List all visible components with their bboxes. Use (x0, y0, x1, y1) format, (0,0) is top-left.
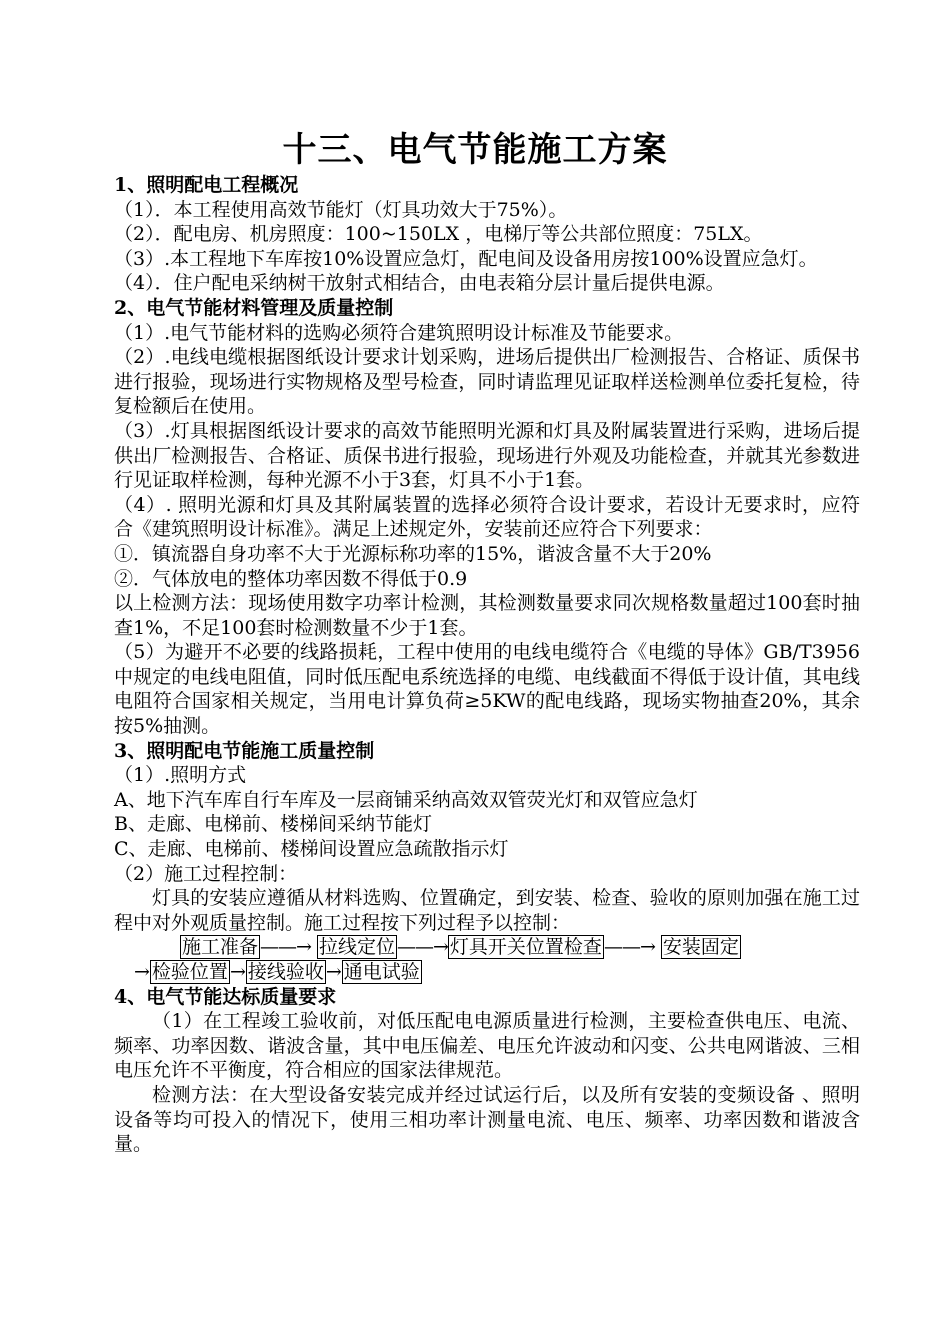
section-2-item: 以上检测方法：现场使用数字功率计检测，其检测数量要求同次规格数量超过100套时抽查1%，不足100套时检测数量不少于1套。 (114, 592, 860, 639)
section-3-item: A、地下汽车库自行车库及一层商铺采纳高效双管荧光灯和双管应急灯 (114, 788, 698, 811)
section-1-heading: 1、照明配电工程概况 (114, 174, 299, 196)
section-2-item: （3）.灯具根据图纸设计要求的高效节能照明光源和灯具及附属装置进行采购，进场后提供出厂检测报告、合格证、质保书进行报验，现场进行外观及功能检查，并就其光参数进行见证取样检测，每种光源不小于3套，灯具不小于1套。 (114, 419, 860, 492)
section-4-heading: 4、电气节能达标质量要求 (114, 985, 337, 1008)
section-2-item: （5）为避开不必要的线路损耗，工程中使用的电线电缆符合《电缆的导体》GB/T3956中规定的电线电阻值，同时低压配电系统选择的电缆、电线截面不得低于设计值，其电线电阻符合国家相关规定，当用电计算负荷≥5KW的配电线路，现场实物抽查20%，其余按5%抽测。 (114, 641, 860, 738)
flow-step: 拉线定位 (318, 936, 395, 959)
section-3-item: （2）施工过程控制： (114, 862, 298, 885)
process-intro: 灯具的安装应遵循从材料选购、位置确定，到安装、检查、验收的原则加强在施工过程中对外观质量控制。施工过程按下列过程予以控制： (114, 887, 860, 934)
section-4-paragraph: 检测方法：在大型设备安装完成并经过试运行后，以及所有安装的变频设备 、照明设备等均可投入的情况下，使用三相功率计测量电流、电压、频率、功率因数和谐波含量。 (114, 1083, 860, 1156)
flow-step: 施工准备 (182, 936, 259, 959)
flow-arrow: → (134, 961, 150, 983)
flow-arrow: → (325, 961, 342, 983)
flow-step: 检验位置 (151, 961, 228, 983)
section-4-paragraph: （1）在工程竣工验收前，对低压配电电源质量进行检测，主要检查供电压、电流、频率、功率因数、谐波含量，其中电压偏差、电压允许波动和闪变、公共电网谐波、三相电压允许不平衡度，符合相应的国家法律规范。 (114, 1010, 860, 1082)
flow-arrow: ——→ (603, 936, 655, 959)
section-2-item: （4）. 照明光源和灯具及其附属装置的选择必须符合设计要求，若设计无要求时，应符合《建筑照明设计标准》。满足上述规定外，安装前还应符合下列要求： (114, 493, 860, 541)
section-3-item: C、走廊、电梯前、楼梯间设置应急疏散指示灯 (114, 838, 509, 861)
flow-step: 安装固定 (662, 936, 739, 959)
section-3-heading: 3、照明配电节能施工质量控制 (114, 739, 375, 762)
flow-arrow: ——→ (397, 936, 448, 959)
section-2-item: （2）.电线电缆根据图纸设计要求计划采购，进场后提供出厂检测报告、合格证、质保书进行报验，现场进行实物规格及型号检查，同时请监理见证取样送检测单位委托复检，待复检额后在使用。 (114, 346, 860, 418)
section-1-item: （3）.本工程地下车库按10%设置应急灯，配电间及设备用房按100%设置应急灯。 (114, 247, 818, 270)
section-1-item: （1）．本工程使用高效节能灯（灯具功效大于75%）。 (114, 198, 568, 221)
flow-step: 接线验收 (247, 961, 324, 983)
section-2-heading: 2、电气节能材料管理及质量控制 (114, 296, 394, 319)
flow-step: 灯具开关位置检查 (449, 936, 602, 959)
document-title: 十三、电气节能施工方案 (282, 130, 668, 170)
section-2-item: ②．气体放电的整体功率因数不得低于0.9 (114, 567, 468, 590)
flow-arrow: → (229, 961, 246, 983)
document-body (114, 173, 860, 1157)
section-3-item: B、走廊、电梯前、楼梯间采纳节能灯 (114, 813, 432, 836)
section-1-item: （2）．配电房、机房照度：100~150LX ，电梯厅等公共部位照度：75LX。 (114, 223, 763, 246)
section-1-item: （4）．住户配电采纳树干放射式相结合，由电表箱分层计量后提供电源。 (114, 272, 725, 295)
flow-arrow: ——→ (260, 936, 311, 959)
flow-step: 通电试验 (343, 961, 420, 983)
section-2-item: （1）.电气节能材料的选购必须符合建筑照明设计标准及节能要求。 (114, 321, 684, 344)
process-flow-line-2 (114, 960, 860, 985)
process-flow-line-1 (114, 935, 860, 960)
section-2-item: ①．镇流器自身功率不大于光源标称功率的15%，谐波含量不大于20% (114, 542, 712, 565)
section-3-item: （1）.照明方式 (114, 764, 247, 787)
